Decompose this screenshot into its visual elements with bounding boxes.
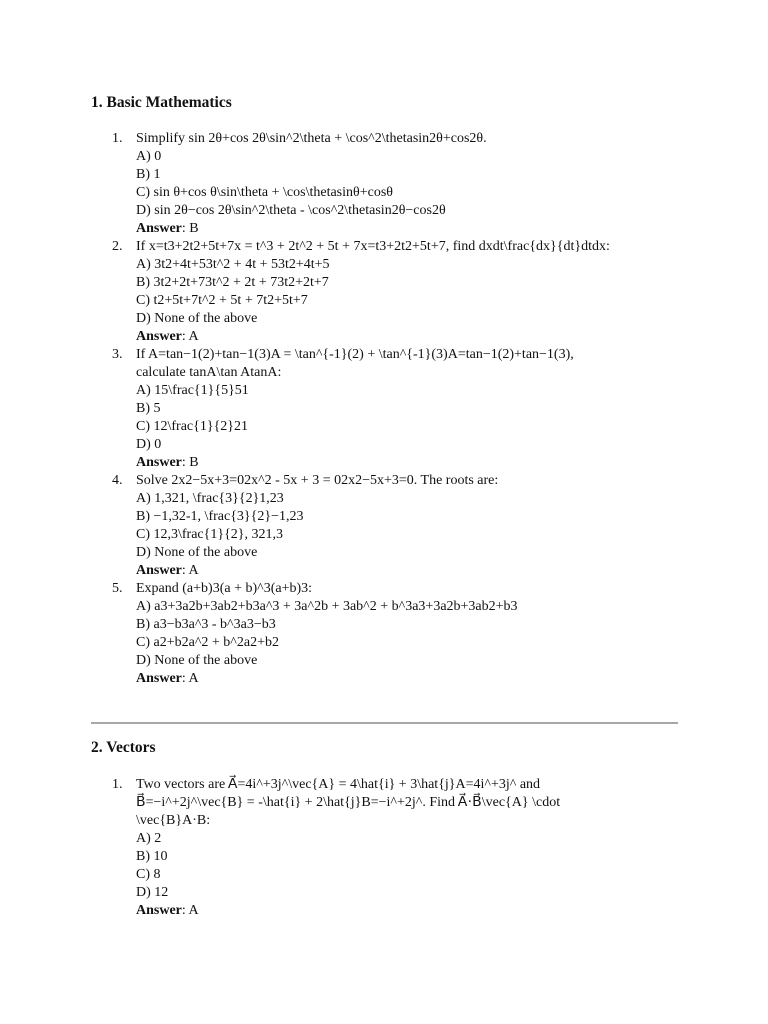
option-b: B) 3t2+2t+73t^2 + 2t + 73t2+2t+7 bbox=[136, 275, 329, 290]
question-number: 2. bbox=[112, 239, 123, 254]
question-text: If A=tan⁡−1(2)+tan⁡−1(3)A = \tan^{-1}(2) + \tan^{-1}(3)A=tan−1(2)+tan−1(3), bbox=[136, 347, 574, 362]
option-b: B) 1 bbox=[136, 167, 161, 182]
question-number: 1. bbox=[112, 131, 123, 146]
question-item bbox=[0, 238, 768, 346]
answer-label: Answer bbox=[136, 221, 182, 236]
question-text-continued: \vec{B}A·B: bbox=[136, 813, 211, 828]
question-text: Simplify sin⁡ 2θ+cos⁡ 2θ\sin^2\theta + \cos^2\thetasin2θ+cos2θ. bbox=[136, 131, 487, 146]
option-c: C) 12\frac{1}{2}21 bbox=[136, 419, 249, 434]
question-number: 3. bbox=[112, 347, 123, 362]
question-text: Two vectors are A⃗=4i^+3j^\vec{A} = 4\hat{i} + 3\hat{j}A=4i^+3j^ and bbox=[136, 777, 541, 792]
option-d: D) sin⁡ 2θ−cos⁡ 2θ\sin^2\theta - \cos^2\thetasin2θ−cos2θ bbox=[136, 203, 446, 218]
section-divider bbox=[91, 722, 678, 724]
option-d: D) None of the above bbox=[136, 311, 258, 326]
answer-line bbox=[136, 220, 768, 238]
option-b: B) 10 bbox=[136, 849, 168, 864]
question-item bbox=[0, 130, 768, 238]
option-a: A) 2 bbox=[136, 831, 162, 846]
answer-label: Answer bbox=[136, 329, 182, 344]
option-a: A) 1,321, \frac{3}{2}1,23 bbox=[136, 491, 284, 506]
option-b: B) a3−b3a^3 - b^3a3−b3 bbox=[136, 617, 276, 632]
section-heading-vectors: 2. Vectors bbox=[91, 739, 156, 756]
option-c: C) 8 bbox=[136, 867, 161, 882]
option-b: B) −1,32-1, \frac{3}{2}−1,23 bbox=[136, 509, 304, 524]
question-list-basic-mathematics bbox=[0, 130, 768, 688]
option-d: D) None of the above bbox=[136, 545, 258, 560]
answer-value: : A bbox=[181, 563, 199, 578]
option-b: B) 5 bbox=[136, 401, 161, 416]
answer-line bbox=[136, 454, 768, 472]
option-a: A) 0 bbox=[136, 149, 162, 164]
answer-value: : A bbox=[181, 329, 199, 344]
answer-value: : A bbox=[181, 903, 199, 918]
question-number: 5. bbox=[112, 581, 123, 596]
option-c: C) 12,3\frac{1}{2}, 321,3 bbox=[136, 527, 284, 542]
question-text-continued: calculate tan⁡A\tan AtanA: bbox=[136, 365, 282, 380]
answer-label: Answer bbox=[136, 903, 182, 918]
question-number: 1. bbox=[112, 777, 123, 792]
option-d: D) 12 bbox=[136, 885, 169, 900]
answer-line bbox=[136, 902, 768, 920]
answer-label: Answer bbox=[136, 455, 182, 470]
question-number: 4. bbox=[112, 473, 123, 488]
option-c: C) sin⁡ θ+cos⁡ θ\sin\theta + \cos\thetasinθ+cosθ bbox=[136, 185, 393, 200]
answer-label: Answer bbox=[136, 671, 182, 686]
option-c: C) a2+b2a^2 + b^2a2+b2 bbox=[136, 635, 279, 650]
question-text: If x=t3+2t2+5t+7x = t^3 + 2t^2 + 5t + 7x=t3+2t2+5t+7, find dxdt\frac{dx}{dt}dtdx: bbox=[136, 239, 610, 254]
question-text: Expand (a+b)3(a + b)^3(a+b)3: bbox=[136, 581, 313, 596]
answer-line bbox=[136, 562, 768, 580]
question-item bbox=[0, 580, 768, 688]
option-a: A) 15\frac{1}{5}51 bbox=[136, 383, 249, 398]
question-text-continued: B⃗=−i^+2j^\vec{B} = -\hat{i} + 2\hat{j}B=−i^+2j^. Find A⃗⋅B⃗\vec{A} \cdot bbox=[136, 795, 561, 810]
question-item bbox=[0, 346, 768, 472]
option-c: C) t2+5t+7t^2 + 5t + 7t2+5t+7 bbox=[136, 293, 308, 308]
answer-value: : B bbox=[181, 455, 199, 470]
answer-label: Answer bbox=[136, 563, 182, 578]
answer-line bbox=[136, 328, 768, 346]
answer-value: : A bbox=[181, 671, 199, 686]
answer-line bbox=[136, 670, 768, 688]
option-d: D) 0 bbox=[136, 437, 162, 452]
question-item bbox=[0, 776, 768, 920]
question-list-vectors bbox=[0, 776, 768, 920]
section-heading-basic-mathematics: 1. Basic Mathematics bbox=[91, 94, 232, 111]
option-a: A) a3+3a2b+3ab2+b3a^3 + 3a^2b + 3ab^2 + b^3a3+3a2b+3ab2+b3 bbox=[136, 599, 518, 614]
question-item bbox=[0, 472, 768, 580]
question-text: Solve 2x2−5x+3=02x^2 - 5x + 3 = 02x2−5x+3=0. The roots are: bbox=[136, 473, 499, 488]
option-a: A) 3t2+4t+53t^2 + 4t + 53t2+4t+5 bbox=[136, 257, 330, 272]
option-d: D) None of the above bbox=[136, 653, 258, 668]
answer-value: : B bbox=[181, 221, 199, 236]
